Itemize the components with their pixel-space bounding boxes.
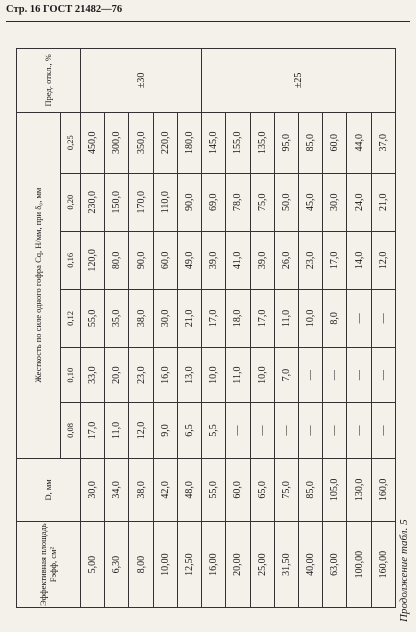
cell-value: 50,0 xyxy=(274,173,298,231)
cell-value: 9,0 xyxy=(153,403,177,458)
cell-d: 65,0 xyxy=(250,458,274,522)
table-row xyxy=(250,49,274,608)
table-row xyxy=(81,49,105,608)
cell-d: 60,0 xyxy=(226,458,250,522)
table-row xyxy=(177,49,201,608)
cell-area: 63,00 xyxy=(323,522,347,608)
cell-value: 230,0 xyxy=(81,173,105,231)
cell-d: 55,0 xyxy=(202,458,226,522)
cell-area: 16,00 xyxy=(202,522,226,608)
table-row xyxy=(371,49,395,608)
stiffness-table xyxy=(16,48,396,608)
cell-value: 60,0 xyxy=(153,231,177,289)
cell-value: 11,0 xyxy=(274,289,298,347)
header-tolerance: Пред. откл., % xyxy=(17,49,81,113)
cell-value: 23,0 xyxy=(298,231,322,289)
cell-value: 45,0 xyxy=(298,173,322,231)
cell-value: — xyxy=(274,403,298,458)
cell-value: 26,0 xyxy=(274,231,298,289)
cell-value: — xyxy=(371,289,395,347)
cell-d: 30,0 xyxy=(81,458,105,522)
cell-value: — xyxy=(371,403,395,458)
table-row xyxy=(105,49,129,608)
cell-value: — xyxy=(226,403,250,458)
cell-tolerance: ±25 xyxy=(202,49,396,113)
header-thickness: 0,12 xyxy=(61,289,81,347)
cell-value: 110,0 xyxy=(153,173,177,231)
cell-area: 8,00 xyxy=(129,522,153,608)
cell-d: 75,0 xyxy=(274,458,298,522)
cell-value: 24,0 xyxy=(347,173,371,231)
cell-value: 150,0 xyxy=(105,173,129,231)
table-caption: Продолжение табл. 5 xyxy=(398,519,410,622)
cell-value: 21,0 xyxy=(177,289,201,347)
cell-area: 100,00 xyxy=(347,522,371,608)
header-d: D, мм xyxy=(17,458,81,522)
cell-value: 220,0 xyxy=(153,112,177,173)
cell-d: 160,0 xyxy=(371,458,395,522)
cell-value: 69,0 xyxy=(202,173,226,231)
cell-value: 10,0 xyxy=(202,347,226,402)
cell-value: 39,0 xyxy=(250,231,274,289)
cell-value: 12,0 xyxy=(129,403,153,458)
header-thickness: 0,10 xyxy=(61,347,81,402)
header-rule xyxy=(6,21,410,22)
cell-value: — xyxy=(323,347,347,402)
cell-value: 38,0 xyxy=(129,289,153,347)
cell-value: 60,0 xyxy=(323,112,347,173)
cell-value: 80,0 xyxy=(105,231,129,289)
cell-value: 17,0 xyxy=(250,289,274,347)
cell-area: 160,00 xyxy=(371,522,395,608)
cell-area: 20,00 xyxy=(226,522,250,608)
cell-value: 7,0 xyxy=(274,347,298,402)
cell-d: 34,0 xyxy=(105,458,129,522)
cell-d: 130,0 xyxy=(347,458,371,522)
cell-value: — xyxy=(250,403,274,458)
cell-value: 44,0 xyxy=(347,112,371,173)
cell-value: 155,0 xyxy=(226,112,250,173)
table-row xyxy=(298,49,322,608)
cell-value: 145,0 xyxy=(202,112,226,173)
table-row xyxy=(274,49,298,608)
header-thickness: 0,20 xyxy=(61,173,81,231)
cell-value: 12,0 xyxy=(371,231,395,289)
cell-area: 5,00 xyxy=(81,522,105,608)
cell-area: 12,50 xyxy=(177,522,201,608)
cell-d: 42,0 xyxy=(153,458,177,522)
cell-value: 41,0 xyxy=(226,231,250,289)
cell-value: 90,0 xyxy=(129,231,153,289)
page-header xyxy=(6,4,410,20)
cell-value: 18,0 xyxy=(226,289,250,347)
cell-value: 450,0 xyxy=(81,112,105,173)
table-row xyxy=(153,49,177,608)
cell-value: 17,0 xyxy=(323,231,347,289)
cell-d: 38,0 xyxy=(129,458,153,522)
cell-value: 37,0 xyxy=(371,112,395,173)
cell-d: 105,0 xyxy=(323,458,347,522)
cell-d: 85,0 xyxy=(298,458,322,522)
cell-value: 85,0 xyxy=(298,112,322,173)
cell-area: 31,50 xyxy=(274,522,298,608)
cell-value: 20,0 xyxy=(105,347,129,402)
cell-value: 6,5 xyxy=(177,403,201,458)
cell-area: 40,00 xyxy=(298,522,322,608)
cell-value: 95,0 xyxy=(274,112,298,173)
cell-value: 33,0 xyxy=(81,347,105,402)
cell-value: 180,0 xyxy=(177,112,201,173)
cell-area: 10,00 xyxy=(153,522,177,608)
cell-value: 135,0 xyxy=(250,112,274,173)
cell-value: 17,0 xyxy=(202,289,226,347)
table-row xyxy=(129,49,153,608)
header-thickness: 0,25 xyxy=(61,112,81,173)
cell-tolerance: ±30 xyxy=(81,49,202,113)
cell-value: 55,0 xyxy=(81,289,105,347)
cell-value: 75,0 xyxy=(250,173,274,231)
cell-value: 350,0 xyxy=(129,112,153,173)
table-row xyxy=(202,49,226,608)
cell-value: 17,0 xyxy=(81,403,105,458)
cell-value: — xyxy=(347,403,371,458)
cell-value: — xyxy=(347,347,371,402)
cell-value: 10,0 xyxy=(298,289,322,347)
header-thickness: 0,16 xyxy=(61,231,81,289)
cell-value: 11,0 xyxy=(105,403,129,458)
cell-value: 5,5 xyxy=(202,403,226,458)
cell-value: 21,0 xyxy=(371,173,395,231)
header-stiffness: Жесткость по силе одного гофра Cq, Н/мм, при δ₀, мм xyxy=(17,112,61,458)
cell-value: 170,0 xyxy=(129,173,153,231)
header-thickness: 0,08 xyxy=(61,403,81,458)
cell-value: 16,0 xyxy=(153,347,177,402)
cell-area: 6,30 xyxy=(105,522,129,608)
cell-value: — xyxy=(347,289,371,347)
cell-area: 25,00 xyxy=(250,522,274,608)
cell-value: 49,0 xyxy=(177,231,201,289)
cell-value: — xyxy=(323,403,347,458)
cell-value: 10,0 xyxy=(250,347,274,402)
cell-value: 8,0 xyxy=(323,289,347,347)
cell-value: 30,0 xyxy=(323,173,347,231)
cell-value: 14,0 xyxy=(347,231,371,289)
rotated-table xyxy=(16,48,396,608)
cell-value: 23,0 xyxy=(129,347,153,402)
cell-value: 90,0 xyxy=(177,173,201,231)
cell-value: 13,0 xyxy=(177,347,201,402)
cell-value: 11,0 xyxy=(226,347,250,402)
cell-value: — xyxy=(298,403,322,458)
cell-value: 39,0 xyxy=(202,231,226,289)
cell-value: 30,0 xyxy=(153,289,177,347)
table-row xyxy=(323,49,347,608)
cell-value: — xyxy=(298,347,322,402)
cell-d: 48,0 xyxy=(177,458,201,522)
header-area: Эффективная площадь Fэфф, см² xyxy=(17,522,81,608)
table-row xyxy=(347,49,371,608)
cell-value: 78,0 xyxy=(226,173,250,231)
cell-value: 35,0 xyxy=(105,289,129,347)
cell-value: — xyxy=(371,347,395,402)
table-row xyxy=(226,49,250,608)
cell-value: 300,0 xyxy=(105,112,129,173)
cell-value: 120,0 xyxy=(81,231,105,289)
page-number-and-standard: Стр. 16 ГОСТ 21482—76 xyxy=(6,4,123,15)
